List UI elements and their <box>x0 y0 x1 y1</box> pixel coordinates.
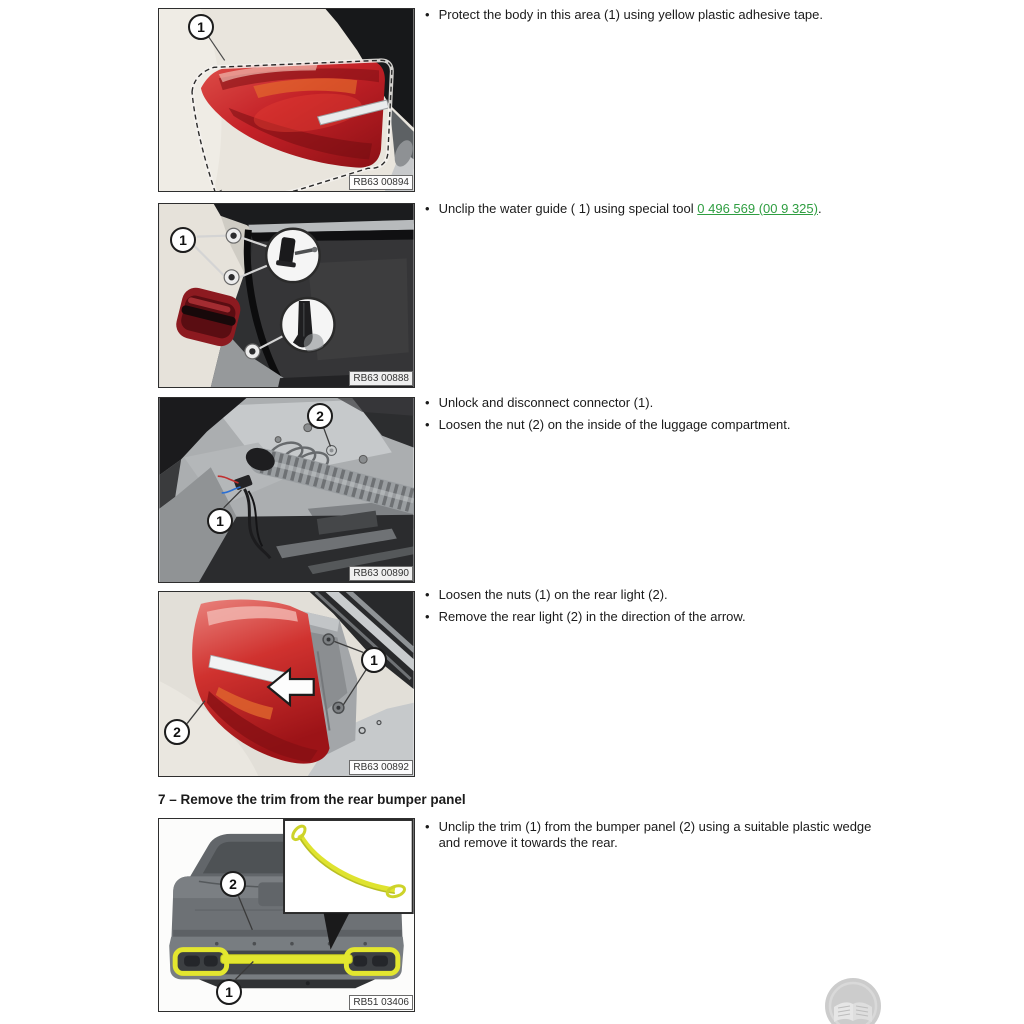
figure-label: RB63 00894 <box>349 175 413 190</box>
bullet-dot: • <box>425 201 430 216</box>
section-heading: 7 – Remove the trim from the rear bumper panel <box>158 792 466 807</box>
luggage-compartment-photo-art <box>159 398 414 582</box>
figure-label: RB63 00888 <box>349 371 413 386</box>
bullet-dot: • <box>425 609 430 624</box>
instruction-text: Unlock and disconnect connector (1). <box>438 395 654 410</box>
callout-number: 2 <box>316 408 324 424</box>
callout-2-badge <box>164 719 190 745</box>
instruction-text: Loosen the nuts (1) on the rear light (2). <box>438 587 668 602</box>
figure-label: RB63 00890 <box>349 566 413 581</box>
bullet-dot: • <box>425 395 430 410</box>
instruction-text-prefix: Unclip the water guide ( 1) using special tool <box>438 201 698 216</box>
callout-1-badge <box>170 227 196 253</box>
instruction-block-4 <box>425 587 1005 631</box>
instruction-bullet <box>425 7 1005 23</box>
figure-bumper-trim <box>158 818 415 1012</box>
special-tool-link[interactable]: 0 496 569 (00 9 325) <box>697 201 818 216</box>
figure-water-guide <box>158 203 415 388</box>
instruction-block-5 <box>425 819 883 857</box>
instruction-text: Protect the body in this area (1) using yellow plastic adhesive tape. <box>438 7 823 22</box>
callout-number: 1 <box>179 232 187 248</box>
callout-number: 1 <box>370 652 378 668</box>
figure-connector-nut <box>158 397 415 583</box>
figure-label: RB63 00892 <box>349 760 413 775</box>
callout-number: 1 <box>197 19 205 35</box>
callout-2-badge <box>307 403 333 429</box>
instruction-text: Unclip the trim (1) from the bumper panel (2) using a suitable plastic wedge and remove it towards the rear. <box>438 819 872 850</box>
instruction-text: Remove the rear light (2) in the direction of the arrow. <box>438 609 746 624</box>
bullet-dot: • <box>425 417 430 432</box>
instruction-block-3 <box>425 395 1005 439</box>
instruction-text: Loosen the nut (2) on the inside of the luggage compartment. <box>438 417 791 432</box>
figure-protect-body-area <box>158 8 415 192</box>
trunk-photo-art <box>159 204 414 387</box>
figure-label: RB51 03406 <box>349 995 413 1010</box>
callout-number: 2 <box>229 876 237 892</box>
rear-light-removal-photo-art <box>159 592 414 776</box>
callout-1-badge <box>361 647 387 673</box>
instruction-text-suffix: . <box>817 201 822 216</box>
bullet-dot: • <box>425 819 430 834</box>
figure-remove-rear-light <box>158 591 415 777</box>
instruction-text <box>439 201 1005 217</box>
instruction-bullet <box>425 201 1005 217</box>
instruction-bullet <box>425 819 883 851</box>
bullet-dot: • <box>425 7 430 22</box>
open-book-watermark-icon <box>820 975 898 1024</box>
instruction-block-1 <box>425 7 1005 29</box>
callout-1-badge <box>207 508 233 534</box>
instruction-block-2 <box>425 201 1005 223</box>
instruction-bullet <box>425 395 1005 411</box>
instruction-bullet <box>425 609 1005 625</box>
callout-1-badge <box>216 979 242 1005</box>
bullet-dot: • <box>425 587 430 602</box>
rear-bumper-illustration-art <box>159 819 414 1011</box>
callout-1-badge <box>188 14 214 40</box>
instruction-bullet <box>425 587 1005 603</box>
callout-number: 2 <box>173 724 181 740</box>
callout-number: 1 <box>225 984 233 1000</box>
instruction-bullet <box>425 417 1005 433</box>
callout-2-badge <box>220 871 246 897</box>
callout-number: 1 <box>216 513 224 529</box>
